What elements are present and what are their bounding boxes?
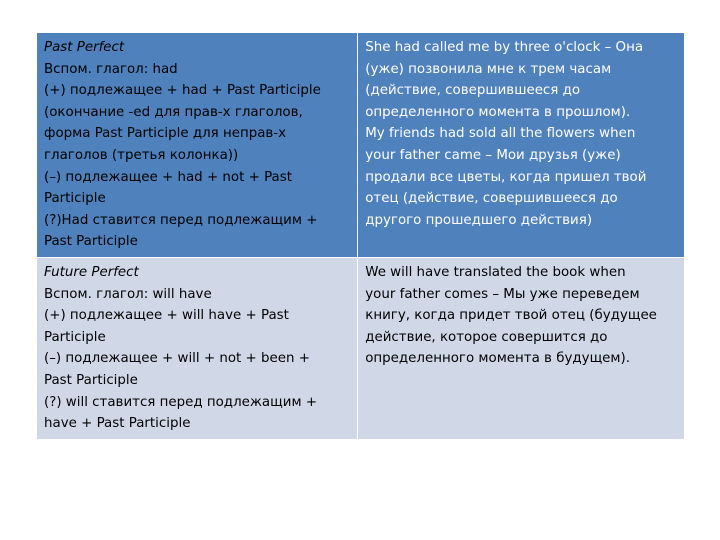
rule-line: have + Past Participle — [44, 416, 191, 432]
past-perfect-examples-cell — [358, 33, 685, 258]
rule-line: глаголов (третья колонка)) — [44, 147, 239, 163]
example-line: определенного момента в будущем). — [365, 351, 631, 367]
rule-line: (+) подлежащее + had + Past Participle — [44, 83, 321, 99]
rule-line: Participle — [44, 191, 106, 207]
rule-line: Вспом. глагол: will have — [44, 286, 212, 302]
rule-line: форма Past Participle для неправ-х — [44, 126, 287, 142]
example-line: She had called me by three o'clock – Она — [365, 40, 644, 55]
rule-line: Вспом. глагол: had — [44, 61, 178, 77]
rule-line: (?)Had ставится перед подлежащим + — [44, 212, 318, 228]
example-line: действие, которое совершится до — [365, 329, 608, 345]
rule-line: Participle — [44, 329, 106, 345]
rule-line: Past Participle — [44, 372, 138, 388]
example-line: your father came – Мои друзья (уже) — [365, 147, 621, 163]
example-line: отец (действие, совершившееся до — [365, 191, 618, 207]
future-perfect-title: Future Perfect — [44, 265, 139, 280]
table-row-past-perfect — [37, 33, 685, 258]
example-line: We will have translated the book when — [365, 265, 626, 280]
example-line: другого прошедшего действия) — [365, 212, 593, 228]
past-perfect-title: Past Perfect — [44, 40, 125, 55]
example-line: книгу, когда придет твой отец (будущее — [365, 308, 657, 324]
rule-line: (–) подлежащее + had + not + Past — [44, 169, 292, 185]
example-line: (уже) позвонила мне к трем часам — [365, 61, 612, 77]
past-perfect-rules-cell — [37, 33, 358, 258]
example-line: продали все цветы, когда пришел твой — [365, 169, 647, 185]
example-line: your father comes – Мы уже переведем — [365, 286, 640, 302]
rule-line: (–) подлежащее + will + not + been + — [44, 351, 310, 367]
future-perfect-rules-cell — [37, 258, 358, 440]
example-line: My friends had sold all the flowers when — [365, 126, 636, 142]
table-row-future-perfect — [37, 258, 685, 440]
rule-line: Past Participle — [44, 234, 138, 250]
rule-line: (+) подлежащее + will have + Past — [44, 308, 289, 324]
rule-line: (?) will ставится перед подлежащим + — [44, 394, 318, 410]
example-line: определенного момента в прошлом). — [365, 104, 631, 120]
tense-table — [36, 32, 685, 440]
example-line: (действие, совершившееся до — [365, 83, 581, 99]
future-perfect-examples-cell — [358, 258, 685, 440]
rule-line: (окончание -ed для прав-х глаголов, — [44, 104, 303, 120]
